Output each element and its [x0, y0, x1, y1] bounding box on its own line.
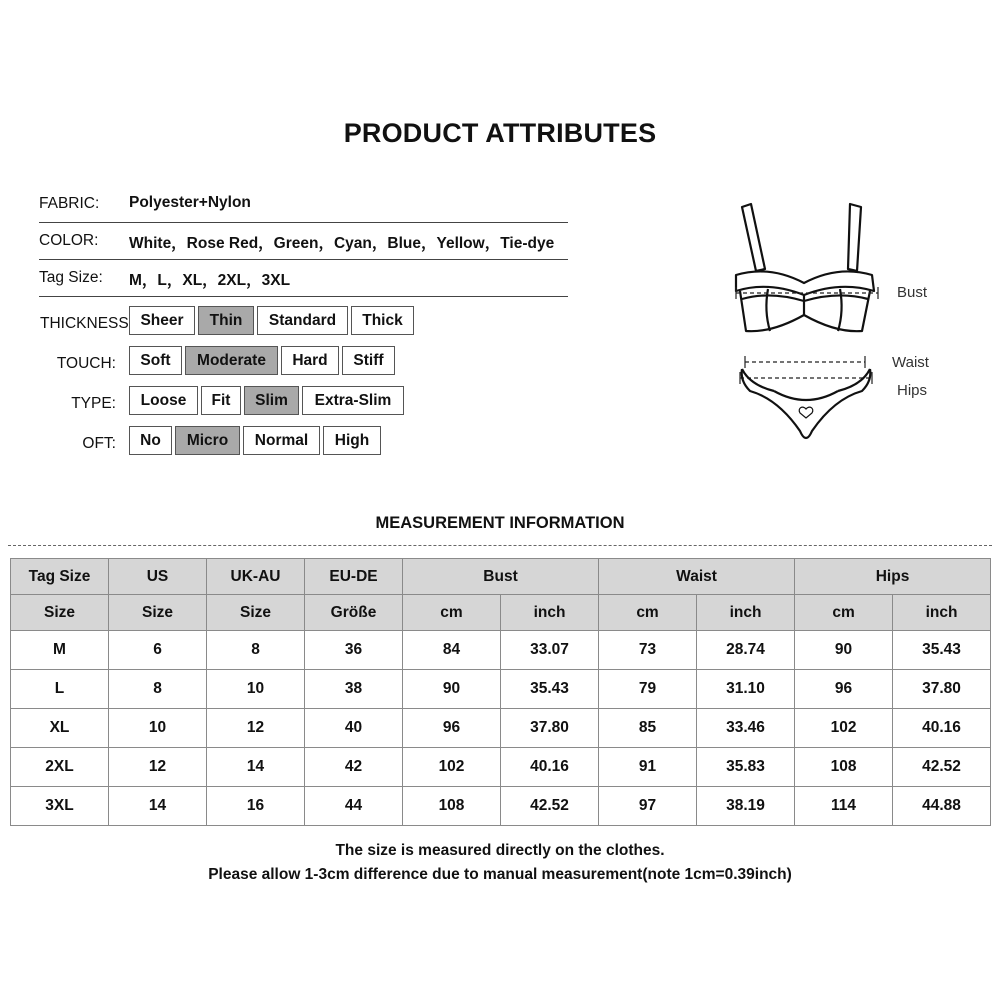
measurement-title: MEASUREMENT INFORMATION	[375, 514, 625, 532]
oft-option: No	[129, 426, 172, 455]
header-cell: Size	[207, 595, 305, 631]
table-cell: 35.43	[501, 670, 599, 709]
table-cell: 40	[305, 709, 403, 748]
type-options	[129, 386, 404, 415]
header-cell: cm	[795, 595, 893, 631]
table-cell: 42.52	[893, 748, 991, 787]
table-cell: 102	[795, 709, 893, 748]
waist-measure-line	[745, 356, 865, 368]
table-row	[11, 709, 991, 748]
type-option: Loose	[129, 386, 198, 415]
table-cell: 8	[207, 631, 305, 670]
thickness-option: Standard	[257, 306, 348, 335]
table-cell: 90	[795, 631, 893, 670]
table-cell: 35.83	[697, 748, 795, 787]
table-cell: 42	[305, 748, 403, 787]
table-cell: 108	[403, 787, 501, 826]
touch-option: Stiff	[342, 346, 395, 375]
fabric-value: Polyester+Nylon	[129, 194, 251, 211]
table-cell: 85	[599, 709, 697, 748]
header-cell: cm	[599, 595, 697, 631]
table-cell: 10	[207, 670, 305, 709]
size-chart-table	[10, 558, 991, 826]
header-cell: cm	[403, 595, 501, 631]
table-cell: 36	[305, 631, 403, 670]
heart-icon	[799, 407, 813, 418]
oft-label: OFT:	[82, 435, 116, 452]
table-cell: 38	[305, 670, 403, 709]
bra-outline	[736, 204, 874, 331]
table-cell: 6	[109, 631, 207, 670]
header-cell: Tag Size	[11, 559, 109, 595]
color-value: White，Rose Red，Green，Cyan，Blue，Yellow，Tie-dye	[129, 235, 555, 252]
table-cell: 73	[599, 631, 697, 670]
header-row	[11, 559, 991, 595]
table-cell: 3XL	[11, 787, 109, 826]
table-cell: 28.74	[697, 631, 795, 670]
type-option: Fit	[201, 386, 241, 415]
dashed-divider	[8, 545, 992, 546]
header-cell: Size	[11, 595, 109, 631]
table-cell: 44.88	[893, 787, 991, 826]
header-cell: US	[109, 559, 207, 595]
header-row	[11, 595, 991, 631]
table-cell: L	[11, 670, 109, 709]
touch-label: TOUCH:	[56, 355, 116, 372]
thickness-options	[129, 306, 414, 335]
table-cell: 14	[109, 787, 207, 826]
header-cell: inch	[697, 595, 795, 631]
header-cell: inch	[893, 595, 991, 631]
divider	[39, 222, 568, 223]
type-option: Extra-Slim	[302, 386, 404, 415]
header-cell: EU-DE	[305, 559, 403, 595]
table-cell: 33.46	[697, 709, 795, 748]
table-cell: 10	[109, 709, 207, 748]
page-title: PRODUCT ATTRIBUTES	[343, 118, 657, 148]
table-cell: 37.80	[501, 709, 599, 748]
table-cell: 2XL	[11, 748, 109, 787]
table-cell: 97	[599, 787, 697, 826]
oft-options	[129, 426, 381, 455]
table-row	[11, 670, 991, 709]
touch-options	[129, 346, 395, 375]
thickness-option: Sheer	[129, 306, 195, 335]
table-cell: 108	[795, 748, 893, 787]
table-cell: XL	[11, 709, 109, 748]
table-cell: 14	[207, 748, 305, 787]
oft-option: Normal	[243, 426, 320, 455]
touch-option: Hard	[281, 346, 339, 375]
fabric-label: FABRIC:	[39, 195, 100, 212]
table-cell: 12	[207, 709, 305, 748]
thickness-option: Thin	[198, 306, 254, 335]
table-cell: 31.10	[697, 670, 795, 709]
header-cell: inch	[501, 595, 599, 631]
tag-size-value: M，L，XL，2XL，3XL	[129, 272, 291, 289]
thickness-option: Thick	[351, 306, 414, 335]
table-cell: 91	[599, 748, 697, 787]
table-row	[11, 748, 991, 787]
table-cell: 35.43	[893, 631, 991, 670]
table-cell: 96	[795, 670, 893, 709]
divider	[39, 296, 568, 297]
table-cell: M	[11, 631, 109, 670]
table-cell: 114	[795, 787, 893, 826]
note-line-2: Please allow 1-3cm difference due to manual measurement(note 1cm=0.39inch)	[208, 866, 792, 883]
panty-outline	[742, 369, 871, 438]
hips-label: Hips	[897, 382, 928, 399]
table-cell: 84	[403, 631, 501, 670]
table-cell: 40.16	[501, 748, 599, 787]
bra-panty-diagram	[720, 195, 890, 450]
table-cell: 90	[403, 670, 501, 709]
table-cell: 79	[599, 670, 697, 709]
table-cell: 96	[403, 709, 501, 748]
table-cell: 42.52	[501, 787, 599, 826]
header-cell: Größe	[305, 595, 403, 631]
header-cell: Bust	[403, 559, 599, 595]
note-line-1: The size is measured directly on the clothes.	[335, 842, 665, 859]
type-label: TYPE:	[71, 395, 116, 412]
table-cell: 12	[109, 748, 207, 787]
touch-option: Moderate	[185, 346, 278, 375]
hips-measure-line	[740, 372, 872, 384]
header-cell: Waist	[599, 559, 795, 595]
color-label: COLOR:	[39, 232, 99, 249]
type-option: Slim	[244, 386, 299, 415]
table-row	[11, 787, 991, 826]
bust-label: Bust	[897, 284, 928, 301]
oft-option: Micro	[175, 426, 240, 455]
table-cell: 37.80	[893, 670, 991, 709]
divider	[39, 259, 568, 260]
tag-size-label: Tag Size:	[39, 269, 103, 286]
header-cell: UK-AU	[207, 559, 305, 595]
table-cell: 33.07	[501, 631, 599, 670]
table-cell: 38.19	[697, 787, 795, 826]
table-cell: 8	[109, 670, 207, 709]
oft-option: High	[323, 426, 381, 455]
header-cell: Hips	[795, 559, 991, 595]
waist-label: Waist	[892, 354, 929, 371]
touch-option: Soft	[129, 346, 182, 375]
table-row	[11, 631, 991, 670]
header-cell: Size	[109, 595, 207, 631]
thickness-label: THICKNESS	[40, 315, 129, 332]
table-cell: 102	[403, 748, 501, 787]
table-cell: 16	[207, 787, 305, 826]
table-cell: 44	[305, 787, 403, 826]
table-cell: 40.16	[893, 709, 991, 748]
